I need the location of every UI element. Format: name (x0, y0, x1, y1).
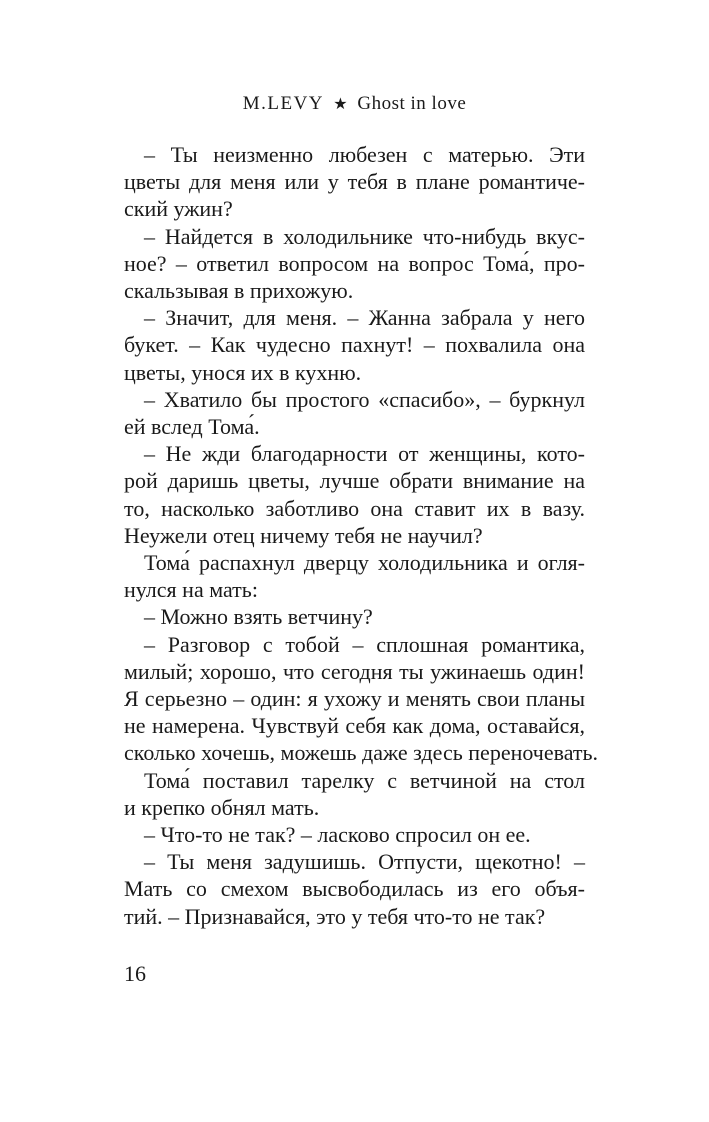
text-line: – Не жди благодарности от женщины, кото- (144, 441, 585, 467)
text-line: – Что-то не так? – ласково спросил он ее. (144, 822, 531, 848)
text-line: Я серьезно – один: я ухожу и менять свои планы (124, 686, 585, 712)
text-line: то, насколько заботливо она ставит их в вазу. (124, 495, 585, 521)
text-line: Неужели отец ничему тебя не научил? (124, 522, 483, 548)
text-line: цветы для меня или у тебя в плане романтиче- (124, 169, 585, 195)
text-line: букет. – Как чудесно пахнут! – похвалила она (124, 332, 585, 358)
text-line: Тома́ распахнул дверцу холодильника и огля- (144, 550, 585, 576)
text-line: – Ты меня задушишь. Отпусти, щекотно! – (144, 849, 585, 875)
text-line: нулся на мать: (124, 577, 258, 603)
running-head-title: Ghost in love (357, 93, 467, 114)
page-number: 16 (124, 961, 146, 986)
text-line: рой даришь цветы, лучше обрати внимание на (124, 468, 585, 494)
text-line: тий. – Признавайся, это у тебя что-то не так? (124, 903, 546, 929)
text-line: милый; хорошо, что сегодня ты ужинаешь один! (124, 658, 585, 684)
running-head-author: M.LEVY (242, 93, 325, 114)
text-line: скальзывая в прихожую. (124, 278, 354, 304)
text-line: ное? – ответил вопросом на вопрос Тома́, про- (124, 250, 585, 276)
text-line: и крепко обнял мать. (124, 794, 320, 820)
text-line: – Хватило бы простого «спасибо», – буркнул (144, 386, 585, 412)
running-head (0, 93, 709, 115)
text-line: – Значит, для меня. – Жанна забрала у него (144, 305, 585, 331)
text-line: – Найдется в холодильнике что-нибудь вкус- (144, 223, 585, 249)
text-line: не намерена. Чувствуй себя как дома, оставайся, (124, 713, 585, 739)
text-line: ский ужин? (124, 196, 233, 222)
text-line: цветы, унося их в кухню. (124, 359, 362, 385)
page-body-text (124, 141, 599, 930)
text-line: ей вслед Тома́. (124, 414, 260, 440)
text-line: – Ты неизменно любезен с матерью. Эти (144, 142, 585, 167)
text-line: – Разговор с тобой – сплошная романтика, (144, 631, 585, 657)
text-line: – Можно взять ветчину? (144, 604, 373, 630)
text-line: сколько хочешь, можешь даже здесь переночевать. (124, 740, 599, 766)
text-line: Тома́ поставил тарелку с ветчиной на стол (144, 767, 585, 793)
star-icon: ★ (333, 96, 349, 113)
text-line: Мать со смехом высвободилась из его объя- (124, 876, 585, 902)
